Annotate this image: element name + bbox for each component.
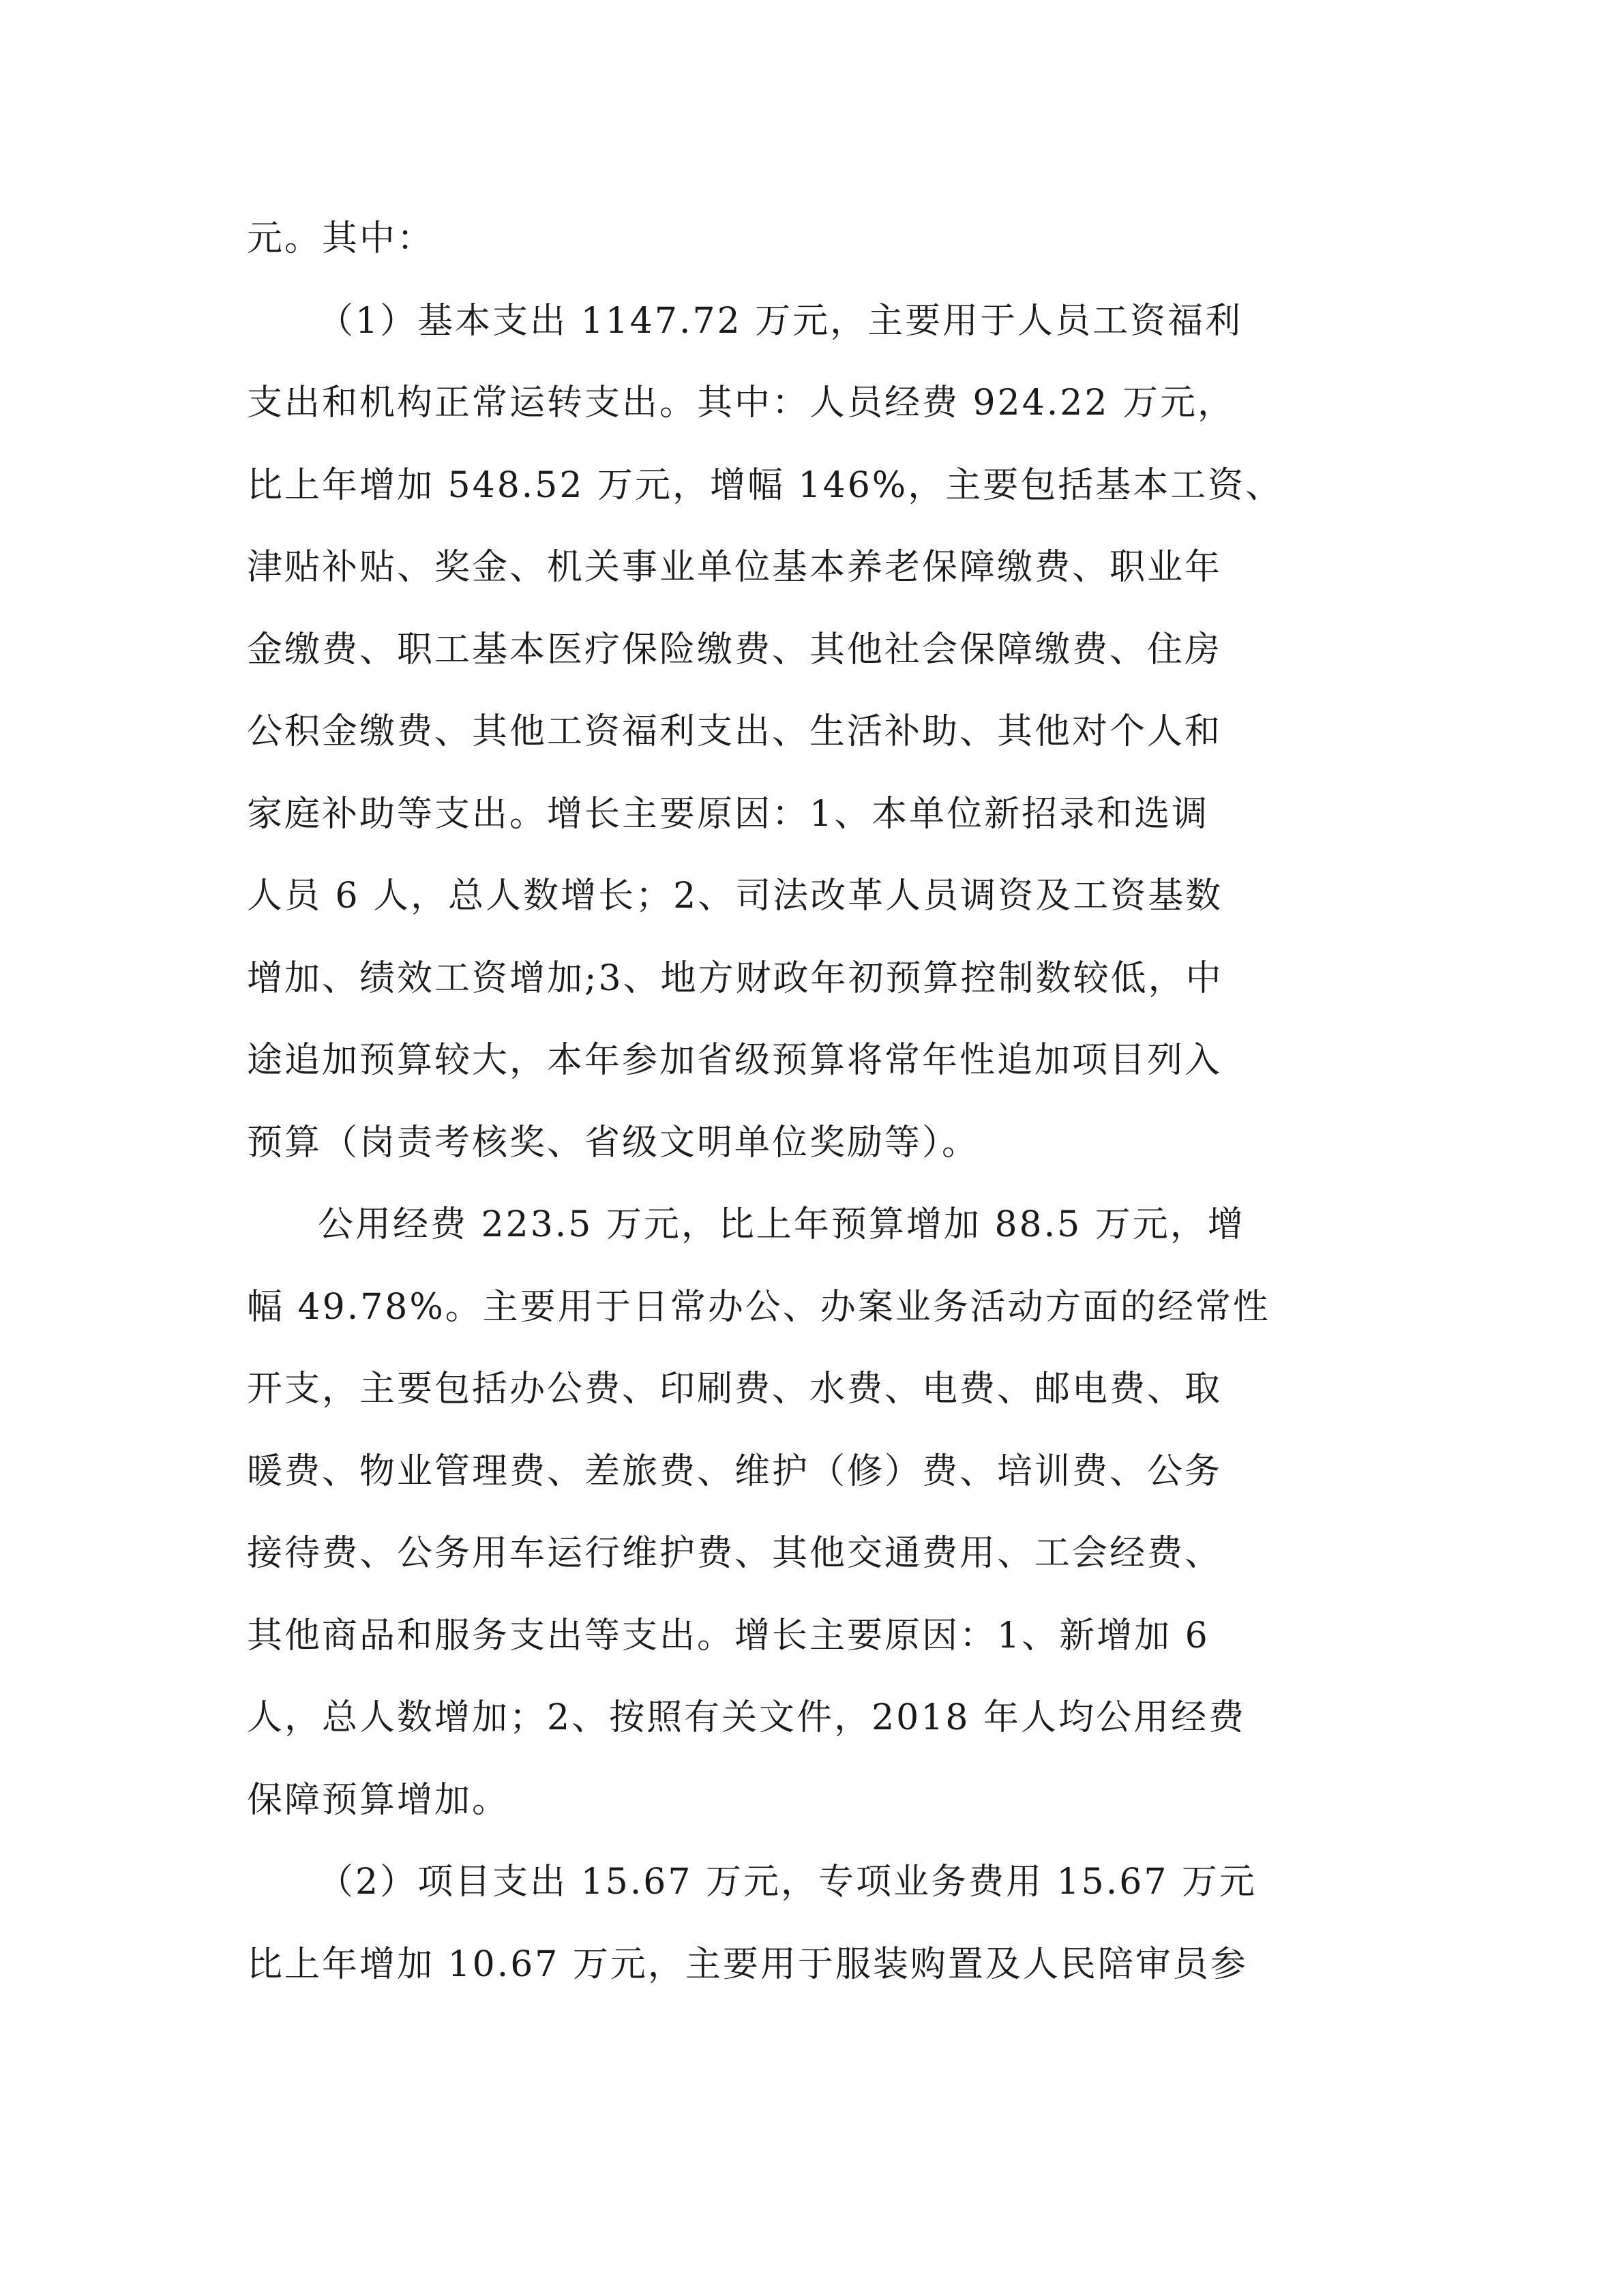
text-line: 比上年增加 10.67 万元，主要用于服装购置及人民陪审员参 bbox=[247, 1943, 1248, 1985]
text-line: 金缴费、职工基本医疗保险缴费、其他社会保障缴费、住房 bbox=[247, 629, 1223, 670]
text-line: （2）项目支出 15.67 万元，专项业务费用 15.67 万元 bbox=[318, 1862, 1257, 1903]
text-line: 接待费、公务用车运行维护费、其他交通费用、工会经费、 bbox=[247, 1533, 1223, 1574]
text-line: 保障预算增加。 bbox=[247, 1779, 510, 1821]
text-line: 开支，主要包括办公费、印刷费、水费、电费、邮电费、取 bbox=[247, 1369, 1223, 1410]
text-line: 人，总人数增加；2、按照有关文件，2018 年人均公用经费 bbox=[247, 1697, 1246, 1738]
text-line: 比上年增加 548.52 万元，增幅 146%，主要包括基本工资、 bbox=[247, 464, 1283, 506]
text-line: 家庭补助等支出。增长主要原因：1、本单位新招录和选调 bbox=[247, 793, 1210, 835]
body-text bbox=[247, 198, 1379, 2006]
text-line: （1）基本支出 1147.72 万元，主要用于人员工资福利 bbox=[318, 300, 1243, 342]
text-line: 途追加预算较大，本年参加省级预算将常年性追加项目列入 bbox=[247, 1040, 1223, 1081]
text-line: 人员 6 人，总人数增长；2、司法改革人员调资及工资基数 bbox=[247, 876, 1223, 916]
text-line: 增加、绩效工资增加;3、地方财政年初预算控制数较低，中 bbox=[247, 957, 1223, 999]
text-line: 公用经费 223.5 万元，比上年预算增加 88.5 万元，增 bbox=[318, 1204, 1245, 1245]
text-line: 元。其中： bbox=[247, 218, 435, 259]
text-line: 津贴补贴、奖金、机关事业单位基本养老保障缴费、职业年 bbox=[247, 547, 1223, 588]
text-line: 幅 49.78%。主要用于日常办公、办案业务活动方面的经常性 bbox=[247, 1286, 1270, 1328]
text-line: 支出和机构正常运转支出。其中：人员经费 924.22 万元， bbox=[247, 383, 1236, 423]
text-line: 其他商品和服务支出等支出。增长主要原因：1、新增加 6 bbox=[247, 1615, 1210, 1656]
text-line: 预算（岗责考核奖、省级文明单位奖励等）。 bbox=[247, 1122, 980, 1163]
text-line: 暖费、物业管理费、差旅费、维护（修）费、培训费、公务 bbox=[247, 1450, 1223, 1492]
text-line: 公积金缴费、其他工资福利支出、生活补助、其他对个人和 bbox=[247, 711, 1223, 752]
